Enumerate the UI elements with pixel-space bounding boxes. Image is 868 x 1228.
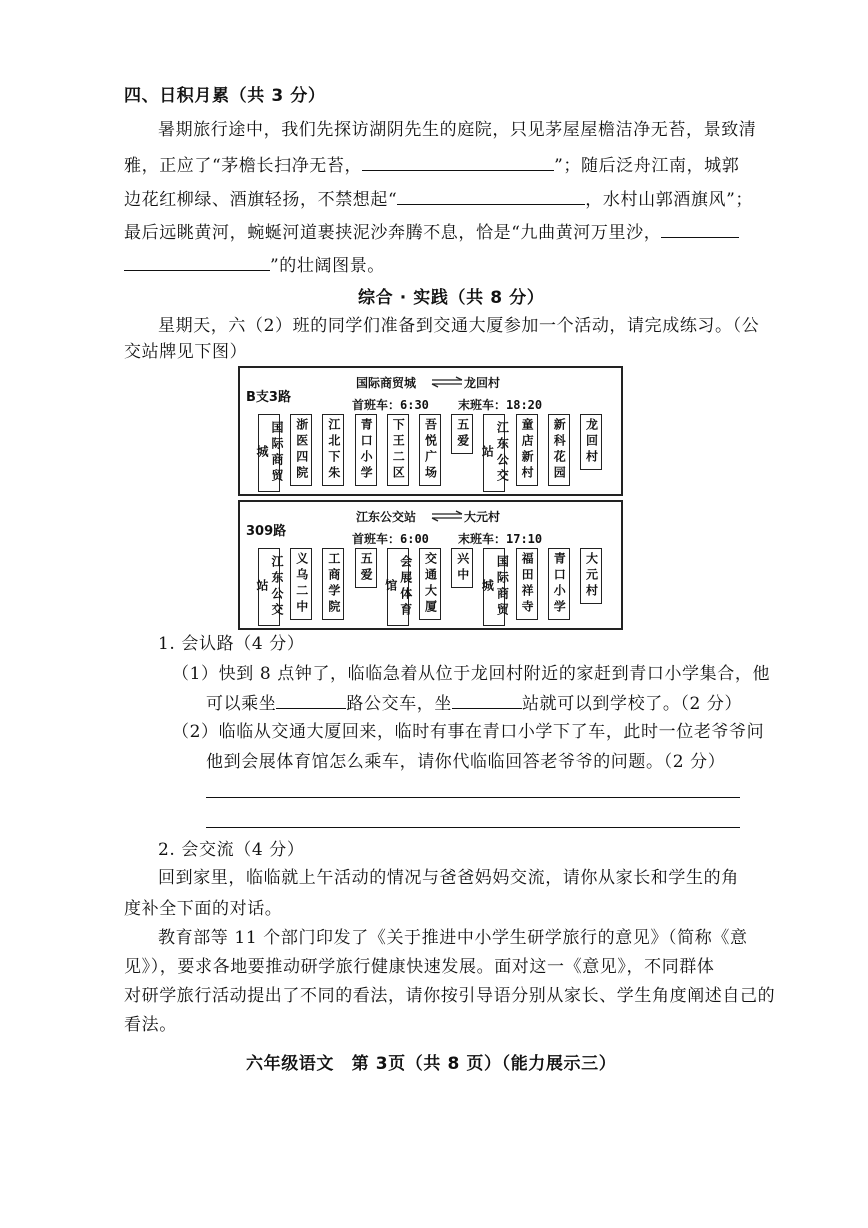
section4-heading: 四、日积月累（共 3 分） [124,86,326,106]
text: ，水村山郭酒旗风”； [585,190,753,210]
route-blank[interactable] [276,690,346,709]
first-bus-time: 首班车：6:30 [352,398,429,412]
bus-stop: 福田祥寺 [516,548,538,620]
q1-heading: 1. 会认路（4 分） [158,634,305,654]
fill-blank-2[interactable] [397,186,585,205]
bus-stop: 龙回村 [580,414,602,470]
last-bus-time: 末班车：18:20 [458,398,543,412]
section4-line-3 [124,186,753,212]
q1-s2-line-2: 他到会展体育馆怎么乘车，请你代临临回答老爷爷的问题。（2 分） [206,752,726,772]
bus-stop: 五爱 [451,414,473,454]
text: 可以乘坐 [206,694,277,714]
section4-line-5 [124,252,385,278]
q1-s1-line-1: （1）快到 8 点钟了，临临急着从位于龙回村附近的家赶到青口小学集合，他 [172,664,771,684]
text: 最后远眺黄河，蜿蜒河道裹挟泥沙奔腾不息，恰是“九曲黄河万里沙， [124,223,662,243]
bus-sign-route-2 [238,500,623,630]
bidirectional-arrow-icon [430,510,464,522]
q2-line-6: 看法。 [124,1015,177,1035]
text: 边花红柳绿、酒旗轻扬，不禁想起“ [124,190,398,210]
bus-stop: 浙医四院 [290,414,312,486]
q2-heading: 2. 会交流（4 分） [158,840,305,860]
fill-blank-3a[interactable] [661,219,739,238]
bus-stop: 国际商贸城 [258,414,280,492]
bus-stop: 江东公交站 [258,548,280,626]
bus-stop: 兴中 [451,548,473,588]
practice-intro-1: 星期天，六（2）班的同学们准备到交通大厦参加一个活动，请完成练习。（公 [158,316,760,336]
q2-line-5: 对研学旅行活动提出了不同的看法，请你按引导语分别从家长、学生角度阐述自己的 [124,986,776,1006]
bus-stop: 国际商贸城 [483,548,505,626]
text: 站就可以到学校了。（2 分） [522,694,743,714]
bus-stop: 吾悦广场 [419,414,441,486]
first-bus-time: 首班车：6:00 [352,532,429,546]
practice-intro-2: 交站牌见下图） [124,342,248,362]
text: 雅，正应了“茅檐长扫净无苔， [124,156,363,176]
stops-blank[interactable] [452,690,522,709]
bus-stop: 江北下朱 [322,414,344,486]
route-name: B支3路 [246,390,291,405]
route-to: 龙回村 [464,376,501,390]
practice-title: 综合 · 实践（共 8 分） [358,288,545,308]
bidirectional-arrow-icon [430,376,464,388]
bus-stop: 童店新村 [516,414,538,486]
bus-stop: 义乌二中 [290,548,312,620]
bus-stop: 江东公交站 [483,414,505,492]
page-footer: 六年级语文 第 3页（共 8 页）（能力展示三） [246,1054,617,1074]
last-bus-time: 末班车：17:10 [458,532,543,546]
q2-line-1: 回到家里，临临就上午活动的情况与爸爸妈妈交流，请你从家长和学生的角 [158,868,739,888]
fill-blank-1[interactable] [362,152,554,171]
route-to: 大元村 [464,510,501,524]
route-from: 国际商贸城 [356,376,417,390]
q2-line-2: 度补全下面的对话。 [124,899,283,919]
answer-line-2[interactable] [206,827,740,828]
q2-line-3: 教育部等 11 个部门印发了《关于推进中小学生研学旅行的意见》（简称《意 [158,928,748,948]
text: ”的壮阔图景。 [270,256,385,276]
text: 路公交车，坐 [346,694,453,714]
section4-line-2 [124,152,739,178]
bus-stop: 新科花园 [548,414,570,486]
bus-stop: 交通大厦 [419,548,441,620]
bus-stop: 工商学院 [322,548,344,620]
bus-stop: 五爱 [355,548,377,588]
bus-stop: 会展体育馆 [387,548,409,626]
bus-stop: 下王二区 [387,414,409,486]
route-from: 江东公交站 [356,510,417,524]
bus-stop: 青口小学 [355,414,377,486]
answer-line-1[interactable] [206,797,740,798]
q2-line-4: 见》），要求各地要推动研学旅行健康快速发展。面对这一《意见》，不同群体 [124,957,715,977]
bus-sign-route-1 [238,366,623,496]
section4-line-1: 暑期旅行途中，我们先探访湖阴先生的庭院，只见茅屋屋檐洁净无苔，景致清 [158,120,757,140]
q1-s1-line-2 [206,690,742,716]
bus-stop: 大元村 [580,548,602,604]
q1-s2-line-1: （2）临临从交通大厦回来，临时有事在青口小学下了车，此时一位老爷爷问 [172,722,765,742]
section4-line-4 [124,219,739,245]
bus-stop: 青口小学 [548,548,570,620]
route-name: 309路 [246,524,287,539]
text: ”；随后泛舟江南，城郭 [554,156,740,176]
fill-blank-3b[interactable] [124,252,270,271]
